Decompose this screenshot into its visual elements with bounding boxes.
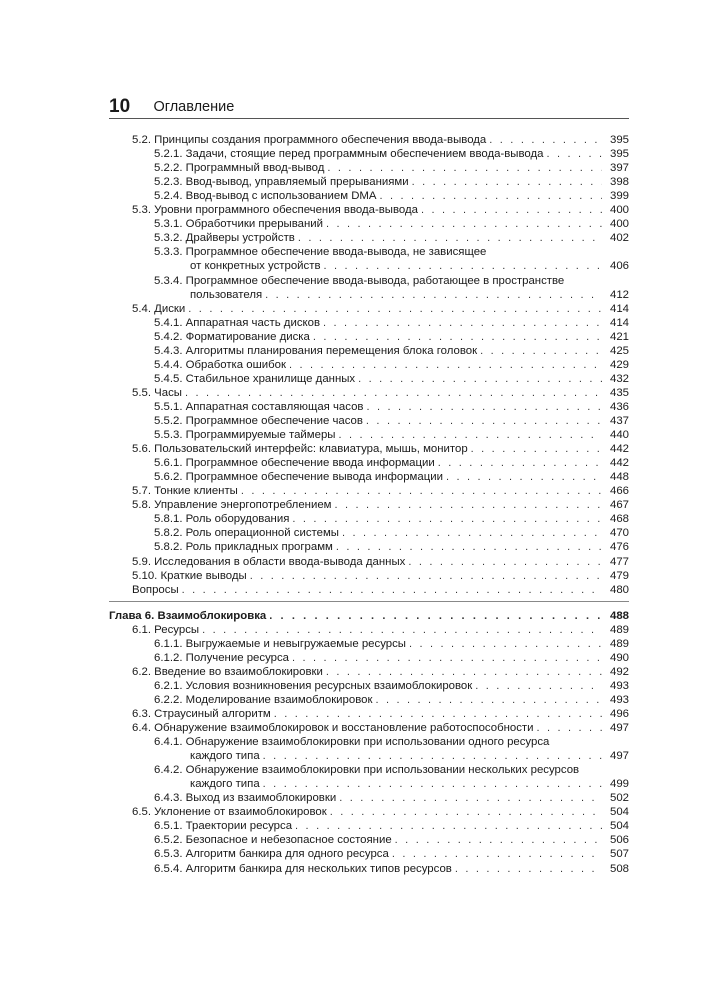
toc-entry-page: 432 <box>609 373 629 385</box>
toc-entry[interactable] <box>132 498 629 512</box>
toc-entry-page: 504 <box>609 806 629 818</box>
toc-entry-page: 467 <box>609 499 629 511</box>
toc-entry[interactable] <box>154 526 629 540</box>
toc-entry-page: 437 <box>609 415 629 427</box>
dot-leader <box>480 344 602 358</box>
toc-entry-title: 6.2. Введение во взаимоблокировки <box>132 666 323 678</box>
header-rule <box>109 118 629 119</box>
toc-entry[interactable] <box>154 372 629 386</box>
toc-entry-page: 507 <box>609 848 629 860</box>
toc-entry[interactable] <box>154 470 629 484</box>
toc-entry-title: 5.5.3. Программируемые таймеры <box>154 429 336 441</box>
toc-entry-page: 414 <box>609 317 629 329</box>
dot-leader <box>326 665 602 679</box>
toc-entry-title: 5.2.4. Ввод-вывод с использованием DMA <box>154 190 377 202</box>
toc-entry[interactable] <box>154 316 629 330</box>
dot-leader <box>269 609 602 623</box>
toc-entry[interactable] <box>154 161 629 175</box>
toc-entry-title: 5.5. Часы <box>132 387 182 399</box>
dot-leader <box>412 175 602 189</box>
toc-entry[interactable] <box>154 400 629 414</box>
toc-entry-title: 5.10. Краткие выводы <box>132 570 247 582</box>
toc-entry-page: 429 <box>609 359 629 371</box>
toc-entry-title: 5.8.2. Роль прикладных программ <box>154 541 333 553</box>
dot-leader <box>324 259 602 273</box>
toc-entry-page: 476 <box>609 541 629 553</box>
toc-entry[interactable] <box>132 484 629 498</box>
toc-entry-page: 442 <box>609 443 629 455</box>
toc-entry[interactable] <box>132 386 629 400</box>
toc-entry[interactable] <box>154 245 629 259</box>
toc-entry-page: 425 <box>609 345 629 357</box>
toc-entry-title: 5.6.1. Программное обеспечение ввода информации <box>154 457 435 469</box>
toc-entry[interactable] <box>154 693 629 707</box>
toc-entry-title: 5.8.2. Роль операционной системы <box>154 527 339 539</box>
toc-entry[interactable] <box>154 147 629 161</box>
toc-entry-page: 436 <box>609 401 629 413</box>
dot-leader <box>327 161 602 175</box>
toc-entry-title: 5.3. Уровни программного обеспечения ввода-вывода <box>132 204 418 216</box>
dot-leader <box>298 231 602 245</box>
dot-leader <box>202 623 602 637</box>
toc-entry-title: каждого типа <box>190 778 260 790</box>
toc-entry[interactable] <box>154 175 629 189</box>
toc-entry-title: 6.5.1. Траектории ресурса <box>154 820 293 832</box>
toc-entry[interactable] <box>154 456 629 470</box>
toc-entry[interactable] <box>190 259 629 273</box>
toc-entry-page: 497 <box>609 750 629 762</box>
toc-entry[interactable] <box>132 569 629 583</box>
toc-entry-page: 480 <box>609 584 629 596</box>
toc-entry[interactable] <box>154 189 629 203</box>
dot-leader <box>547 147 603 161</box>
toc-entry-title: 5.2. Принципы создания программного обеспечения ввода-вывода <box>132 134 487 146</box>
toc-entry-page: 490 <box>609 652 629 664</box>
page-number: 10 <box>109 96 131 117</box>
toc-entry[interactable] <box>154 330 629 344</box>
dot-leader <box>188 302 602 316</box>
toc-entry[interactable] <box>154 862 629 876</box>
toc-entry[interactable] <box>154 791 629 805</box>
toc-entry[interactable] <box>154 637 629 651</box>
dot-leader <box>185 386 602 400</box>
toc-entry[interactable] <box>132 707 629 721</box>
toc-entry[interactable] <box>190 749 629 763</box>
dot-leader <box>339 791 602 805</box>
toc-entry-page: 421 <box>609 331 629 343</box>
toc-entry-title: 6.1.1. Выгружаемые и невыгружаемые ресурсы <box>154 638 406 650</box>
dot-leader <box>336 540 602 554</box>
toc-entry-title: 5.3.1. Обработчики прерываний <box>154 218 323 230</box>
chapter-separator <box>109 601 629 602</box>
toc-entry[interactable] <box>154 217 629 231</box>
toc-entry[interactable] <box>154 274 629 288</box>
dot-leader <box>292 512 602 526</box>
toc-entry[interactable] <box>154 344 629 358</box>
toc-entry-page: 414 <box>609 303 629 315</box>
toc-entry-page: 497 <box>609 722 629 734</box>
dot-leader <box>342 526 602 540</box>
toc-entry[interactable] <box>154 414 629 428</box>
toc-entry-title: 5.4. Диски <box>132 303 186 315</box>
toc-entry-page: 442 <box>609 457 629 469</box>
toc-entry-page: 440 <box>609 429 629 441</box>
toc-entry[interactable] <box>154 679 629 693</box>
toc-entry[interactable] <box>154 735 629 749</box>
toc-entry-title: каждого типа <box>190 750 260 762</box>
toc-entry-title: 5.2.1. Задачи, стоящие перед программным обеспечением ввода-вывода <box>154 148 544 160</box>
dot-leader <box>446 470 602 484</box>
toc-entry-title: 5.3.4. Программное обеспечение ввода-вывода, работающее в пространстве <box>154 275 565 287</box>
toc-entry-page: 496 <box>609 708 629 720</box>
toc-entry[interactable] <box>154 651 629 665</box>
toc-entry-page: 479 <box>609 570 629 582</box>
dot-leader <box>274 707 602 721</box>
toc-entry[interactable] <box>154 358 629 372</box>
toc-entry-page: 400 <box>609 218 629 230</box>
dot-leader <box>408 555 602 569</box>
toc-chapter-entry[interactable] <box>109 609 629 623</box>
toc-entry[interactable] <box>132 555 629 569</box>
dot-leader <box>489 133 602 147</box>
toc-entry-title: 5.4.1. Аппаратная часть дисков <box>154 317 321 329</box>
toc-entry-page: 412 <box>609 289 629 301</box>
toc-entry-title: 6.3. Страусиный алгоритм <box>132 708 271 720</box>
toc-entry-title: 5.4.5. Стабильное хранилище данных <box>154 373 356 385</box>
toc-entry-page: 395 <box>609 134 629 146</box>
toc-entry-page: 466 <box>609 485 629 497</box>
dot-leader <box>375 693 602 707</box>
toc-entry-title: 5.6.2. Программное обеспечение вывода информации <box>154 471 443 483</box>
toc-entry-page: 488 <box>609 610 629 622</box>
dot-leader <box>537 721 603 735</box>
toc-entry-page: 406 <box>609 260 629 272</box>
toc-entry[interactable] <box>154 512 629 526</box>
toc-entry-title: пользователя <box>190 289 263 301</box>
dot-leader <box>263 749 602 763</box>
toc-entry-page: 492 <box>609 666 629 678</box>
dot-leader <box>313 330 602 344</box>
dot-leader <box>182 583 602 597</box>
toc-entry-page: 504 <box>609 820 629 832</box>
toc-entry[interactable] <box>154 428 629 442</box>
toc-entry-title: 5.3.3. Программное обеспечение ввода-вывода, не зависящее <box>154 246 487 258</box>
dot-leader <box>358 372 602 386</box>
toc-entry-title: 6.2.2. Моделирование взаимоблокировок <box>154 694 373 706</box>
toc-entry-title: 6.2.1. Условия возникновения ресурсных взаимоблокировок <box>154 680 473 692</box>
toc-entry-title: 5.3.2. Драйверы устройств <box>154 232 295 244</box>
toc-entry-title: 5.2.2. Программный ввод-вывод <box>154 162 325 174</box>
toc-entry-page: 506 <box>609 834 629 846</box>
toc-entry-page: 435 <box>609 387 629 399</box>
toc-entry[interactable] <box>132 665 629 679</box>
toc-entry-title: 6.1.2. Получение ресурса <box>154 652 289 664</box>
toc-entry[interactable] <box>190 777 629 791</box>
dot-leader <box>241 484 602 498</box>
toc-entry-title: 5.5.2. Программное обеспечение часов <box>154 415 363 427</box>
dot-leader <box>289 358 602 372</box>
toc-entry-title: Глава 6. Взаимоблокировка <box>109 610 267 622</box>
dot-leader <box>250 569 602 583</box>
toc-entry-title: 5.4.3. Алгоритмы планирования перемещения блока головок <box>154 345 478 357</box>
dot-leader <box>392 847 602 861</box>
toc-entry-title: 5.8.1. Роль оборудования <box>154 513 290 525</box>
toc-entry[interactable] <box>132 203 629 217</box>
toc-entry-title: 6.5.3. Алгоритм банкира для одного ресурса <box>154 848 389 860</box>
toc-entry-title: 6.1. Ресурсы <box>132 624 200 636</box>
dot-leader <box>438 456 602 470</box>
toc-entry-page: 397 <box>609 162 629 174</box>
toc-entry[interactable] <box>132 302 629 316</box>
toc-entry-title: 5.5.1. Аппаратная составляющая часов <box>154 401 364 413</box>
toc-entry-page: 399 <box>609 190 629 202</box>
toc-entry-title: 5.2.3. Ввод-вывод, управляемый прерываниями <box>154 176 409 188</box>
dot-leader <box>455 862 602 876</box>
dot-leader <box>330 805 602 819</box>
dot-leader <box>265 288 602 302</box>
toc-entry-title: 6.4.2. Обнаружение взаимоблокировки при использовании нескольких ресурсов <box>154 764 580 776</box>
toc-entry-page: 477 <box>609 556 629 568</box>
toc-entry-page: 499 <box>609 778 629 790</box>
dot-leader <box>338 428 602 442</box>
toc-entry[interactable] <box>132 133 629 147</box>
toc-entry-title: 5.7. Тонкие клиенты <box>132 485 238 497</box>
toc-entry-title: 6.4. Обнаружение взаимоблокировок и восстановление работоспособности <box>132 722 534 734</box>
toc-entry[interactable] <box>132 583 629 597</box>
toc-entry[interactable] <box>190 288 629 302</box>
dot-leader <box>323 316 602 330</box>
toc-entry[interactable] <box>154 763 629 777</box>
toc-entry[interactable] <box>154 847 629 861</box>
dot-leader <box>380 189 602 203</box>
toc-entry-title: Вопросы <box>132 584 179 596</box>
toc-entry-title: 6.4.3. Выход из взаимоблокировки <box>154 792 337 804</box>
toc-entry[interactable] <box>132 442 629 456</box>
toc-entry-page: 468 <box>609 513 629 525</box>
toc-entry-page: 400 <box>609 204 629 216</box>
dot-leader <box>295 819 602 833</box>
toc-entry-title: 5.4.4. Обработка ошибок <box>154 359 286 371</box>
dot-leader <box>409 637 602 651</box>
running-title: Оглавление <box>153 99 235 115</box>
dot-leader <box>326 217 602 231</box>
toc-entry[interactable] <box>132 805 629 819</box>
toc-entry[interactable] <box>132 623 629 637</box>
dot-leader <box>263 777 602 791</box>
toc-entry[interactable] <box>154 819 629 833</box>
toc-entry-title: 6.5. Уклонение от взаимоблокировок <box>132 806 327 818</box>
toc-entry-page: 508 <box>609 863 629 875</box>
toc-entry-page: 395 <box>609 148 629 160</box>
toc-entry-page: 493 <box>609 680 629 692</box>
toc-entry-page: 448 <box>609 471 629 483</box>
dot-leader <box>366 400 602 414</box>
toc-entry[interactable] <box>154 231 629 245</box>
dot-leader <box>395 833 602 847</box>
toc-entry-page: 489 <box>609 624 629 636</box>
toc-entry-title: 5.6. Пользовательский интерфейс: клавиатура, мышь, монитор <box>132 443 468 455</box>
toc-entry[interactable] <box>154 833 629 847</box>
toc-entry-title: 6.4.1. Обнаружение взаимоблокировки при использовании одного ресурса <box>154 736 550 748</box>
toc-entry-page: 402 <box>609 232 629 244</box>
dot-leader <box>421 203 602 217</box>
dot-leader <box>366 414 602 428</box>
dot-leader <box>471 442 602 456</box>
toc-entry-title: 5.9. Исследования в области ввода-вывода данных <box>132 556 406 568</box>
dot-leader <box>335 498 603 512</box>
toc-entry-title: 5.8. Управление энергопотреблением <box>132 499 332 511</box>
toc-entry-page: 493 <box>609 694 629 706</box>
toc-entry-page: 398 <box>609 176 629 188</box>
toc-entry[interactable] <box>154 540 629 554</box>
dot-leader <box>475 679 602 693</box>
toc-entry-title: 6.5.4. Алгоритм банкира для нескольких типов ресурсов <box>154 863 452 875</box>
dot-leader <box>292 651 602 665</box>
page-header <box>109 96 629 118</box>
toc-entry-page: 489 <box>609 638 629 650</box>
toc-entry-title: от конкретных устройств <box>190 260 321 272</box>
toc-entry-title: 5.4.2. Форматирование диска <box>154 331 310 343</box>
toc-entry-page: 502 <box>609 792 629 804</box>
toc-entry-page: 470 <box>609 527 629 539</box>
toc-entry[interactable] <box>132 721 629 735</box>
toc-entry-title: 6.5.2. Безопасное и небезопасное состояние <box>154 834 392 846</box>
